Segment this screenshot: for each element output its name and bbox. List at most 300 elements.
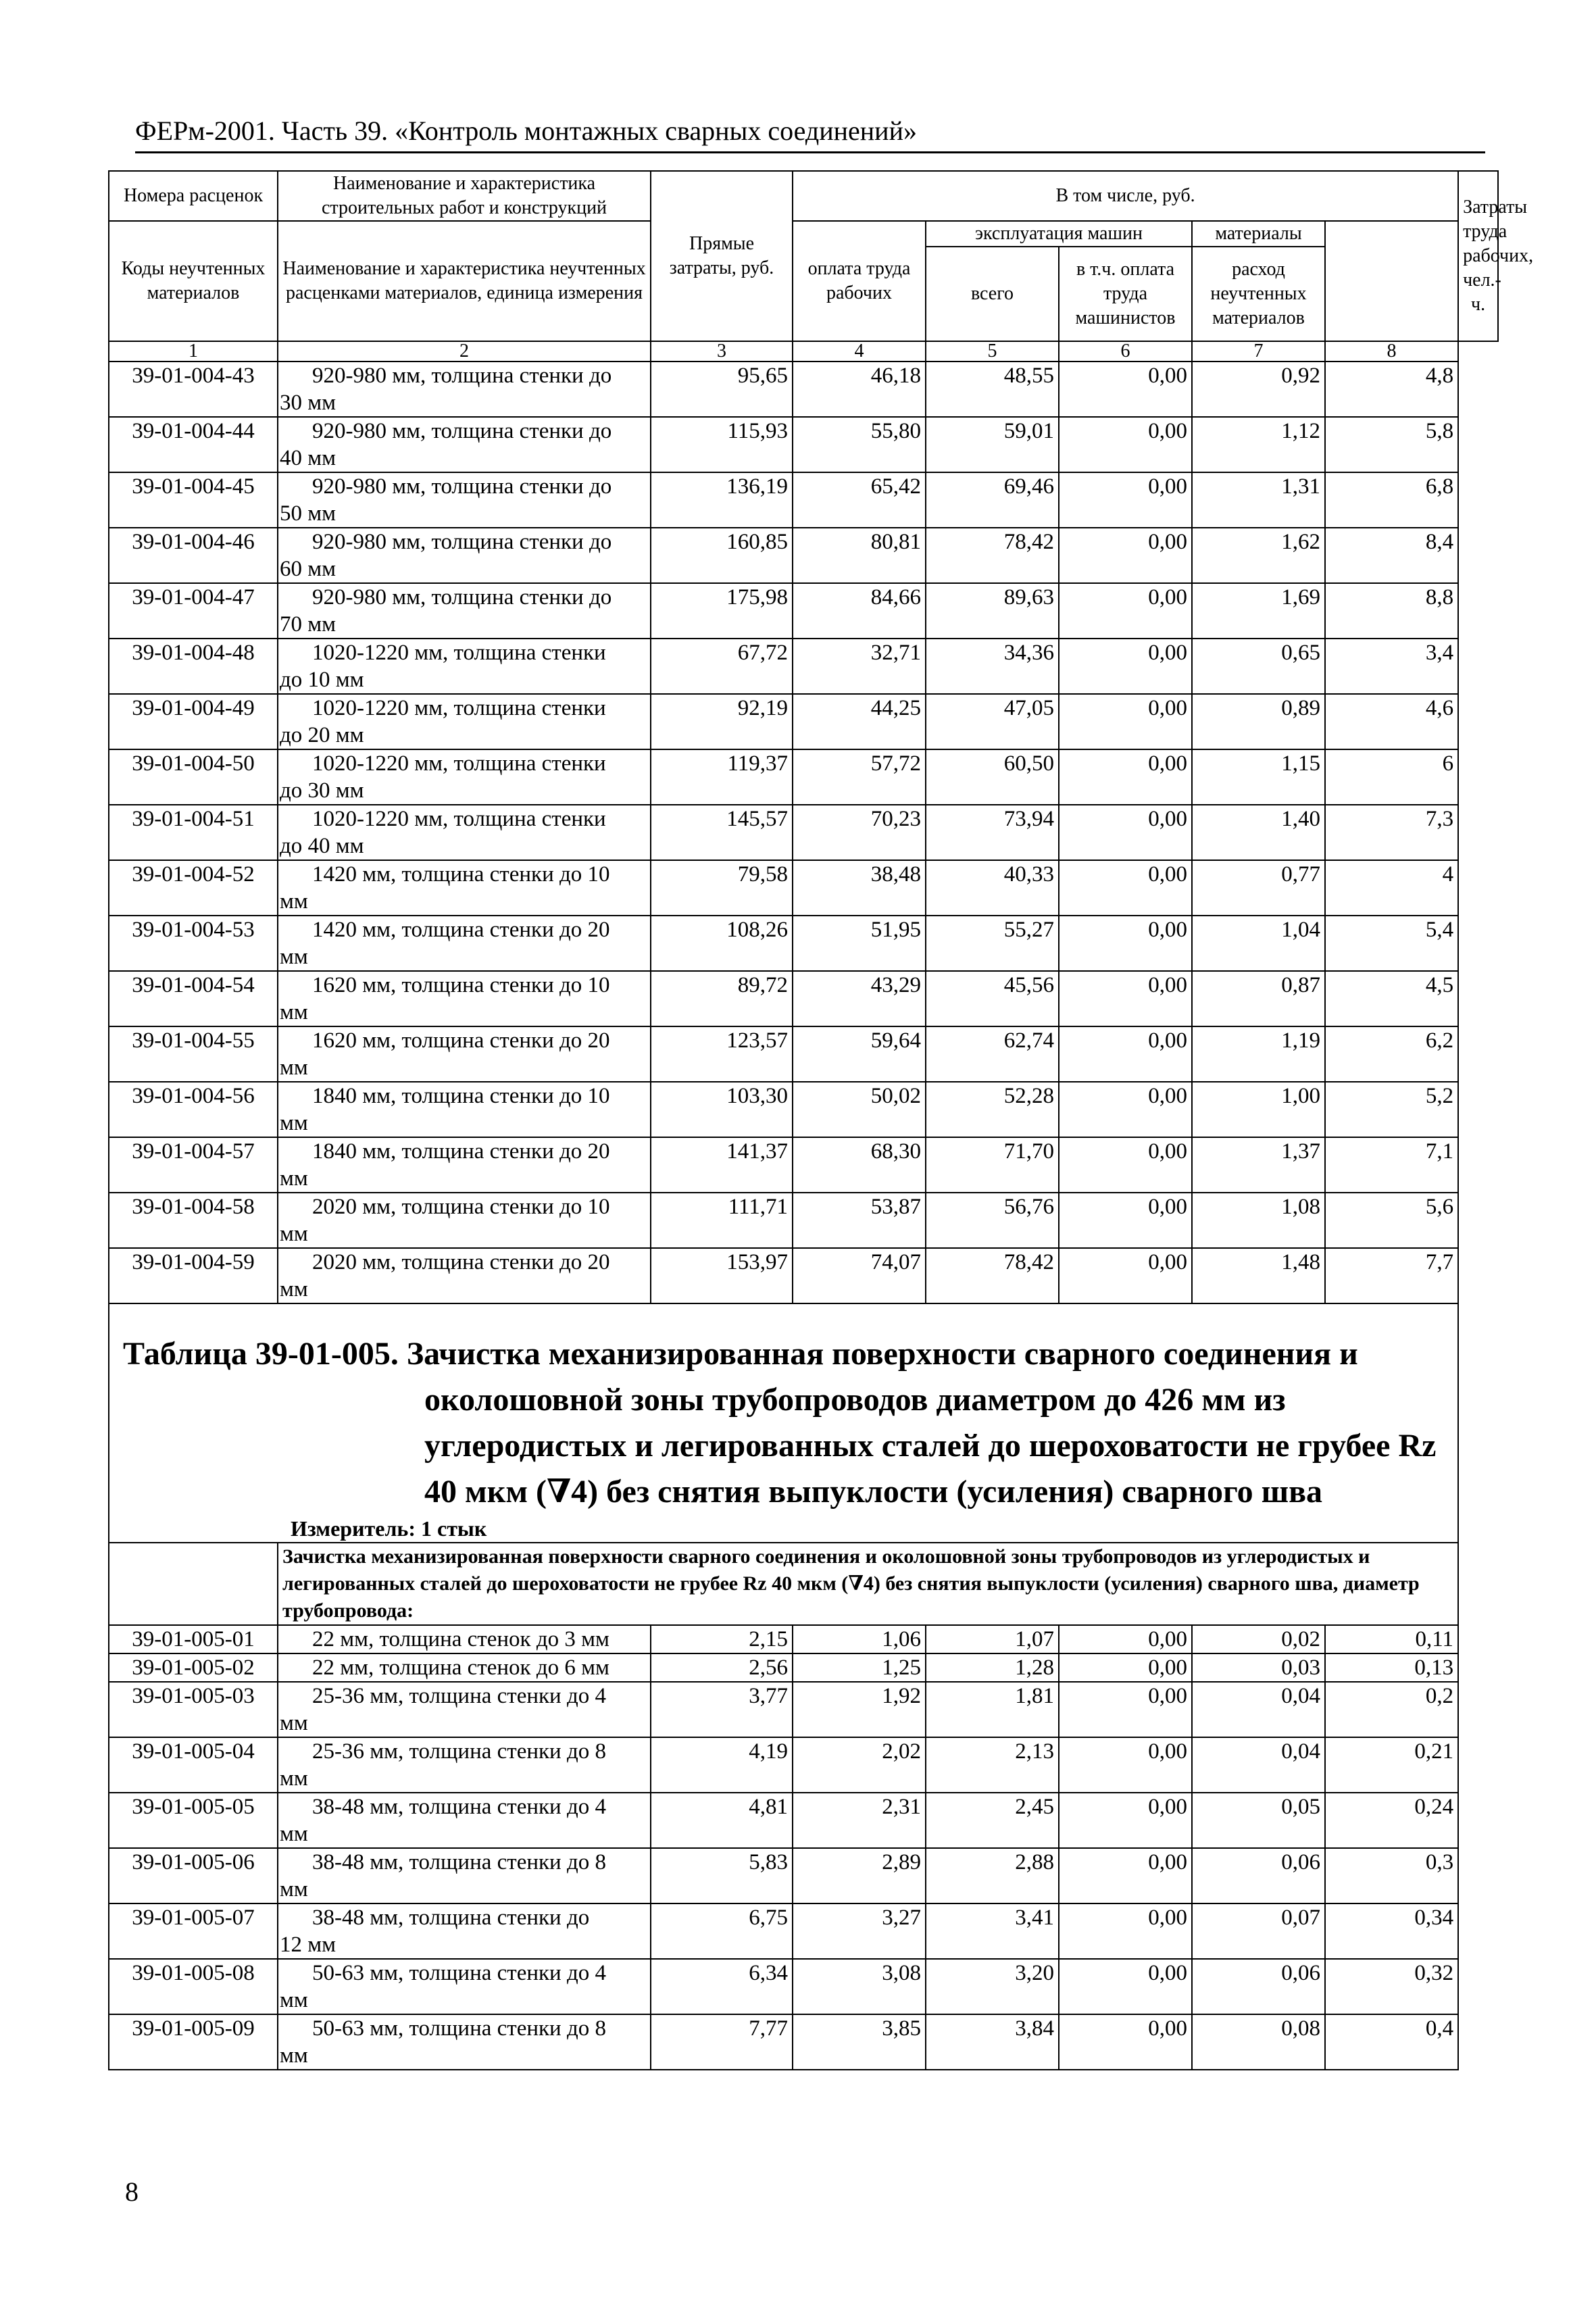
labor-hours: 6,2	[1325, 1026, 1458, 1082]
header-worker-pay: оплата труда рабочих	[793, 221, 926, 341]
worker-pay: 1,25	[793, 1653, 926, 1682]
materials-cost: 0,04	[1192, 1682, 1325, 1737]
table-row	[109, 1625, 1498, 1653]
direct-costs: 6,75	[651, 1903, 793, 1959]
labor-hours: 8,4	[1325, 528, 1458, 583]
table-row	[109, 1248, 1498, 1303]
machine-total: 78,42	[926, 528, 1059, 583]
description-line: мм	[280, 1000, 308, 1024]
direct-costs: 4,19	[651, 1737, 793, 1793]
machine-total: 78,42	[926, 1248, 1059, 1303]
machine-total: 52,28	[926, 1082, 1059, 1137]
description-line: 1020-1220 мм, толщина стенки	[312, 751, 606, 776]
operator-pay: 0,00	[1059, 417, 1192, 472]
worker-pay: 32,71	[793, 639, 926, 694]
direct-costs: 3,77	[651, 1682, 793, 1737]
machine-total: 47,05	[926, 694, 1059, 749]
description-line: 25-36 мм, толщина стенки до 4	[312, 1684, 607, 1708]
description-line: 38-48 мм, толщина стенки до	[312, 1906, 590, 1930]
work-description	[278, 805, 651, 860]
work-description	[278, 1903, 651, 1959]
machine-total: 3,84	[926, 2014, 1059, 2070]
materials-cost: 0,02	[1192, 1625, 1325, 1653]
materials-cost: 0,06	[1192, 1959, 1325, 2014]
column-number: 7	[1192, 341, 1325, 362]
section-title-line: Таблица 39-01-005. Зачистка механизированная поверхности сварного соединения и	[123, 1336, 1358, 1372]
operator-pay: 0,00	[1059, 1137, 1192, 1193]
section-title	[109, 1304, 1457, 1515]
operator-pay: 0,00	[1059, 1026, 1192, 1082]
materials-cost: 1,19	[1192, 1026, 1325, 1082]
worker-pay: 3,08	[793, 1959, 926, 2014]
machine-total: 3,20	[926, 1959, 1059, 2014]
work-description	[278, 1682, 651, 1737]
description-line: мм	[280, 889, 308, 914]
description-line: 2020 мм, толщина стенки до 10	[312, 1195, 610, 1219]
machine-total: 89,63	[926, 583, 1059, 639]
labor-hours: 3,4	[1325, 639, 1458, 694]
direct-costs: 108,26	[651, 916, 793, 971]
operator-pay: 0,00	[1059, 916, 1192, 971]
operator-pay: 0,00	[1059, 1848, 1192, 1903]
header-including: В том числе, руб.	[793, 171, 1458, 221]
operator-pay: 0,00	[1059, 1793, 1192, 1848]
direct-costs: 79,58	[651, 860, 793, 916]
machine-total: 69,46	[926, 472, 1059, 528]
work-description	[278, 417, 651, 472]
description-line: 1620 мм, толщина стенки до 20	[312, 1028, 610, 1053]
rate-code: 39-01-004-57	[109, 1137, 278, 1193]
description-line: 60 мм	[280, 557, 336, 581]
worker-pay: 2,89	[793, 1848, 926, 1903]
section-005-heading	[109, 1303, 1498, 1625]
materials-cost: 0,77	[1192, 860, 1325, 916]
work-description	[278, 472, 651, 528]
machine-total: 1,81	[926, 1682, 1059, 1737]
labor-hours: 0,32	[1325, 1959, 1458, 2014]
labor-hours: 4,5	[1325, 971, 1458, 1026]
rate-code: 39-01-004-54	[109, 971, 278, 1026]
worker-pay: 53,87	[793, 1193, 926, 1248]
rate-code: 39-01-004-47	[109, 583, 278, 639]
machine-total: 45,56	[926, 971, 1059, 1026]
work-description	[278, 1026, 651, 1082]
direct-costs: 119,37	[651, 749, 793, 805]
work-description	[278, 1082, 651, 1137]
direct-costs: 2,56	[651, 1653, 793, 1682]
direct-costs: 6,34	[651, 1959, 793, 2014]
column-number: 2	[278, 341, 651, 362]
header-rate-numbers: Номера расценок	[109, 171, 278, 221]
materials-cost: 1,31	[1192, 472, 1325, 528]
labor-hours: 0,4	[1325, 2014, 1458, 2070]
labor-hours: 5,6	[1325, 1193, 1458, 1248]
materials-cost: 0,87	[1192, 971, 1325, 1026]
description-line: мм	[280, 1111, 308, 1135]
rate-code: 39-01-005-01	[109, 1625, 278, 1653]
materials-cost: 1,04	[1192, 916, 1325, 971]
worker-pay: 2,02	[793, 1737, 926, 1793]
rate-code: 39-01-004-55	[109, 1026, 278, 1082]
materials-cost: 0,06	[1192, 1848, 1325, 1903]
materials-cost: 0,92	[1192, 362, 1325, 417]
rate-code: 39-01-005-02	[109, 1653, 278, 1682]
description-line: 38-48 мм, толщина стенки до 4	[312, 1795, 607, 1819]
materials-cost: 0,03	[1192, 1653, 1325, 1682]
table-row	[109, 417, 1498, 472]
description-line: мм	[280, 1877, 308, 1901]
rate-code: 39-01-005-09	[109, 2014, 278, 2070]
direct-costs: 92,19	[651, 694, 793, 749]
description-line: 1840 мм, толщина стенки до 20	[312, 1139, 610, 1164]
rate-code: 39-01-005-07	[109, 1903, 278, 1959]
labor-hours: 0,2	[1325, 1682, 1458, 1737]
worker-pay: 44,25	[793, 694, 926, 749]
operator-pay: 0,00	[1059, 583, 1192, 639]
materials-cost: 0,05	[1192, 1793, 1325, 1848]
labor-hours: 7,3	[1325, 805, 1458, 860]
header-operator-pay: в т.ч. оплата труда машинистов	[1059, 247, 1192, 341]
description-line: мм	[280, 2043, 308, 2068]
table-row	[109, 1793, 1498, 1848]
machine-total: 73,94	[926, 805, 1059, 860]
description-line: до 30 мм	[280, 778, 364, 803]
table-row	[109, 1653, 1498, 1682]
table-row	[109, 1848, 1498, 1903]
rate-code: 39-01-004-59	[109, 1248, 278, 1303]
table-row	[109, 583, 1498, 639]
description-line: до 10 мм	[280, 668, 364, 692]
direct-costs: 89,72	[651, 971, 793, 1026]
labor-hours: 8,8	[1325, 583, 1458, 639]
rate-code: 39-01-005-05	[109, 1793, 278, 1848]
description-line: 50-63 мм, толщина стенки до 4	[312, 1961, 607, 1985]
description-line: мм	[280, 1988, 308, 2012]
work-description	[278, 916, 651, 971]
work-description	[278, 860, 651, 916]
description-line: 12 мм	[280, 1933, 336, 1957]
rate-code: 39-01-004-51	[109, 805, 278, 860]
header-materials: материалы	[1192, 221, 1325, 247]
materials-cost: 0,08	[1192, 2014, 1325, 2070]
description-line: 50 мм	[280, 501, 336, 526]
description-line: 1420 мм, толщина стенки до 20	[312, 918, 610, 942]
table-row	[109, 2014, 1498, 2070]
materials-cost: 1,40	[1192, 805, 1325, 860]
table-row	[109, 1137, 1498, 1193]
operator-pay: 0,00	[1059, 639, 1192, 694]
machine-total: 2,88	[926, 1848, 1059, 1903]
table-row	[109, 1737, 1498, 1793]
materials-cost: 1,62	[1192, 528, 1325, 583]
direct-costs: 5,83	[651, 1848, 793, 1903]
page-header: ФЕРм-2001. Часть 39. «Контроль монтажных сварных соединений»	[135, 114, 1485, 153]
description-line: 920-980 мм, толщина стенки до	[312, 419, 612, 443]
description-line: 30 мм	[280, 391, 336, 415]
worker-pay: 1,06	[793, 1625, 926, 1653]
work-description	[278, 1848, 651, 1903]
rate-code: 39-01-004-50	[109, 749, 278, 805]
direct-costs: 7,77	[651, 2014, 793, 2070]
table-row	[109, 971, 1498, 1026]
direct-costs: 145,57	[651, 805, 793, 860]
description-line: 920-980 мм, толщина стенки до	[312, 530, 612, 554]
labor-hours: 4,6	[1325, 694, 1458, 749]
worker-pay: 74,07	[793, 1248, 926, 1303]
worker-pay: 43,29	[793, 971, 926, 1026]
rate-code: 39-01-004-43	[109, 362, 278, 417]
description-line: до 40 мм	[280, 834, 364, 858]
direct-costs: 2,15	[651, 1625, 793, 1653]
column-number: 6	[1059, 341, 1192, 362]
operator-pay: 0,00	[1059, 1193, 1192, 1248]
description-line: 38-48 мм, толщина стенки до 8	[312, 1850, 607, 1874]
table-row	[109, 916, 1498, 971]
description-line: до 20 мм	[280, 723, 364, 747]
worker-pay: 1,92	[793, 1682, 926, 1737]
header-direct-costs: Прямые затраты, руб.	[651, 171, 793, 341]
description-line: мм	[280, 1711, 308, 1735]
worker-pay: 68,30	[793, 1137, 926, 1193]
rate-code: 39-01-005-06	[109, 1848, 278, 1903]
operator-pay: 0,00	[1059, 860, 1192, 916]
work-description	[278, 362, 651, 417]
description-line: 1420 мм, толщина стенки до 10	[312, 862, 610, 887]
worker-pay: 84,66	[793, 583, 926, 639]
operator-pay: 0,00	[1059, 1682, 1192, 1737]
table-row	[109, 1193, 1498, 1248]
work-description	[278, 971, 651, 1026]
worker-pay: 3,27	[793, 1903, 926, 1959]
direct-costs: 175,98	[651, 583, 793, 639]
work-description	[278, 1248, 651, 1303]
worker-pay: 70,23	[793, 805, 926, 860]
worker-pay: 51,95	[793, 916, 926, 971]
unit-of-measure: Измеритель: 1 стык	[291, 1516, 487, 1541]
rate-code: 39-01-004-44	[109, 417, 278, 472]
column-number: 1	[109, 341, 278, 362]
description-line: мм	[280, 1222, 308, 1246]
direct-costs: 160,85	[651, 528, 793, 583]
operator-pay: 0,00	[1059, 1653, 1192, 1682]
table-row	[109, 472, 1498, 528]
labor-hours: 0,3	[1325, 1848, 1458, 1903]
labor-hours: 0,21	[1325, 1737, 1458, 1793]
direct-costs: 153,97	[651, 1248, 793, 1303]
worker-pay: 55,80	[793, 417, 926, 472]
materials-cost: 1,00	[1192, 1082, 1325, 1137]
table-row	[109, 1959, 1498, 2014]
table-row	[109, 805, 1498, 860]
labor-hours: 5,2	[1325, 1082, 1458, 1137]
description-line: мм	[280, 1166, 308, 1191]
direct-costs: 103,30	[651, 1082, 793, 1137]
direct-costs: 141,37	[651, 1137, 793, 1193]
description-line: 2020 мм, толщина стенки до 20	[312, 1250, 610, 1274]
materials-cost: 0,89	[1192, 694, 1325, 749]
worker-pay: 38,48	[793, 860, 926, 916]
machine-total: 2,45	[926, 1793, 1059, 1848]
operator-pay: 0,00	[1059, 1903, 1192, 1959]
description-line: 22 мм, толщина стенок до 3 мм	[312, 1627, 609, 1651]
rate-code: 39-01-005-03	[109, 1682, 278, 1737]
description-line: 40 мм	[280, 446, 336, 470]
direct-costs: 95,65	[651, 362, 793, 417]
operator-pay: 0,00	[1059, 749, 1192, 805]
rate-code: 39-01-004-52	[109, 860, 278, 916]
machine-total: 60,50	[926, 749, 1059, 805]
description-line: 1020-1220 мм, толщина стенки	[312, 807, 606, 831]
rate-code: 39-01-004-53	[109, 916, 278, 971]
worker-pay: 50,02	[793, 1082, 926, 1137]
description-line: мм	[280, 945, 308, 969]
table-row	[109, 1082, 1498, 1137]
section-title-line: углеродистых и легированных сталей до шероховатости не грубее Rz	[424, 1428, 1437, 1464]
operator-pay: 0,00	[1059, 362, 1192, 417]
description-line: мм	[280, 1277, 308, 1301]
machine-total: 59,01	[926, 417, 1059, 472]
section-title-line: околошовной зоны трубопроводов диаметром до 426 мм из	[424, 1382, 1286, 1418]
table-row	[109, 860, 1498, 916]
work-description	[278, 1653, 651, 1682]
worker-pay: 80,81	[793, 528, 926, 583]
labor-hours: 0,13	[1325, 1653, 1458, 1682]
machine-total: 40,33	[926, 860, 1059, 916]
direct-costs: 67,72	[651, 639, 793, 694]
materials-cost: 1,48	[1192, 1248, 1325, 1303]
description-line: 1020-1220 мм, толщина стенки	[312, 696, 606, 720]
worker-pay: 46,18	[793, 362, 926, 417]
rate-code: 39-01-004-49	[109, 694, 278, 749]
description-line: 70 мм	[280, 612, 336, 637]
work-description	[278, 528, 651, 583]
work-description	[278, 1959, 651, 2014]
work-description	[278, 1793, 651, 1848]
column-number: 8	[1325, 341, 1458, 362]
machine-total: 3,41	[926, 1903, 1059, 1959]
table-row	[109, 1026, 1498, 1082]
header-material-name: Наименование и характеристика неучтенных расценками материалов, единица измерения	[278, 221, 651, 341]
group-description: Зачистка механизированная поверхности сварного соединения и околошовной зоны трубопроводов из углеродистых и легированных сталей до шероховатости не грубее Rz 40 мкм (∇4) без снятия выпуклости (усиления) сварного шва, диаметр трубопровода:	[278, 1543, 1458, 1625]
rate-code: 39-01-004-45	[109, 472, 278, 528]
worker-pay: 57,72	[793, 749, 926, 805]
machine-total: 2,13	[926, 1737, 1059, 1793]
work-description	[278, 694, 651, 749]
materials-cost: 0,07	[1192, 1903, 1325, 1959]
header-unaccounted-materials: расход неучтенных материалов	[1192, 247, 1325, 341]
direct-costs: 4,81	[651, 1793, 793, 1848]
direct-costs: 115,93	[651, 417, 793, 472]
description-line: 920-980 мм, толщина стенки до	[312, 585, 612, 609]
operator-pay: 0,00	[1059, 528, 1192, 583]
work-description	[278, 583, 651, 639]
machine-total: 1,28	[926, 1653, 1059, 1682]
rate-code: 39-01-005-08	[109, 1959, 278, 2014]
description-line: 22 мм, толщина стенок до 6 мм	[312, 1656, 609, 1680]
worker-pay: 65,42	[793, 472, 926, 528]
work-description	[278, 1737, 651, 1793]
work-description	[278, 2014, 651, 2070]
column-number: 5	[926, 341, 1059, 362]
work-description	[278, 639, 651, 694]
labor-hours: 0,34	[1325, 1903, 1458, 1959]
table-body-004	[109, 341, 1498, 1303]
rate-code: 39-01-004-56	[109, 1082, 278, 1137]
description-line: 920-980 мм, толщина стенки до	[312, 474, 612, 499]
operator-pay: 0,00	[1059, 694, 1192, 749]
operator-pay: 0,00	[1059, 1959, 1192, 2014]
table-row	[109, 694, 1498, 749]
header-material-codes: Коды неучтенных материалов	[109, 221, 278, 341]
description-line: 1020-1220 мм, толщина стенки	[312, 641, 606, 665]
operator-pay: 0,00	[1059, 1248, 1192, 1303]
machine-total: 34,36	[926, 639, 1059, 694]
operator-pay: 0,00	[1059, 805, 1192, 860]
machine-total: 48,55	[926, 362, 1059, 417]
page-number: 8	[125, 2176, 139, 2207]
operator-pay: 0,00	[1059, 1082, 1192, 1137]
table-body-005	[109, 1625, 1498, 2070]
operator-pay: 0,00	[1059, 2014, 1192, 2070]
direct-costs: 111,71	[651, 1193, 793, 1248]
machine-total: 55,27	[926, 916, 1059, 971]
description-line: 920-980 мм, толщина стенки до	[312, 364, 612, 388]
direct-costs: 136,19	[651, 472, 793, 528]
labor-hours: 5,4	[1325, 916, 1458, 971]
operator-pay: 0,00	[1059, 1625, 1192, 1653]
direct-costs: 123,57	[651, 1026, 793, 1082]
header-machine-total: всего	[926, 247, 1059, 341]
materials-cost: 1,69	[1192, 583, 1325, 639]
machine-total: 71,70	[926, 1137, 1059, 1193]
labor-hours: 0,24	[1325, 1793, 1458, 1848]
table-header	[109, 171, 1534, 341]
materials-cost: 1,12	[1192, 417, 1325, 472]
labor-hours: 4,8	[1325, 362, 1458, 417]
materials-cost: 0,65	[1192, 639, 1325, 694]
description-line: 1840 мм, толщина стенки до 10	[312, 1084, 610, 1108]
labor-hours: 0,11	[1325, 1625, 1458, 1653]
materials-cost: 0,04	[1192, 1737, 1325, 1793]
work-description	[278, 749, 651, 805]
column-numbers-row	[109, 341, 1498, 362]
worker-pay: 2,31	[793, 1793, 926, 1848]
materials-cost: 1,15	[1192, 749, 1325, 805]
operator-pay: 0,00	[1059, 472, 1192, 528]
rates-table	[108, 170, 1534, 2070]
labor-hours: 6	[1325, 749, 1458, 805]
description-line: 50-63 мм, толщина стенки до 8	[312, 2016, 607, 2041]
operator-pay: 0,00	[1059, 1737, 1192, 1793]
header-labor-hours: Затраты труда рабочих, чел.-ч.	[1458, 171, 1498, 341]
labor-hours: 7,7	[1325, 1248, 1458, 1303]
column-number: 4	[793, 341, 926, 362]
machine-total: 1,07	[926, 1625, 1059, 1653]
labor-hours: 4	[1325, 860, 1458, 916]
rate-code: 39-01-004-58	[109, 1193, 278, 1248]
operator-pay: 0,00	[1059, 971, 1192, 1026]
table-row	[109, 639, 1498, 694]
table-row	[109, 1903, 1498, 1959]
column-number: 3	[651, 341, 793, 362]
machine-total: 56,76	[926, 1193, 1059, 1248]
header-work-name: Наименование и характеристика строительных работ и конструкций	[278, 171, 651, 221]
machine-total: 62,74	[926, 1026, 1059, 1082]
description-line: мм	[280, 1766, 308, 1791]
group-code-cell	[109, 1543, 278, 1625]
section-title-line: 40 мкм (∇4) без снятия выпуклости (усиления) сварного шва	[424, 1474, 1323, 1510]
table-row	[109, 362, 1498, 417]
